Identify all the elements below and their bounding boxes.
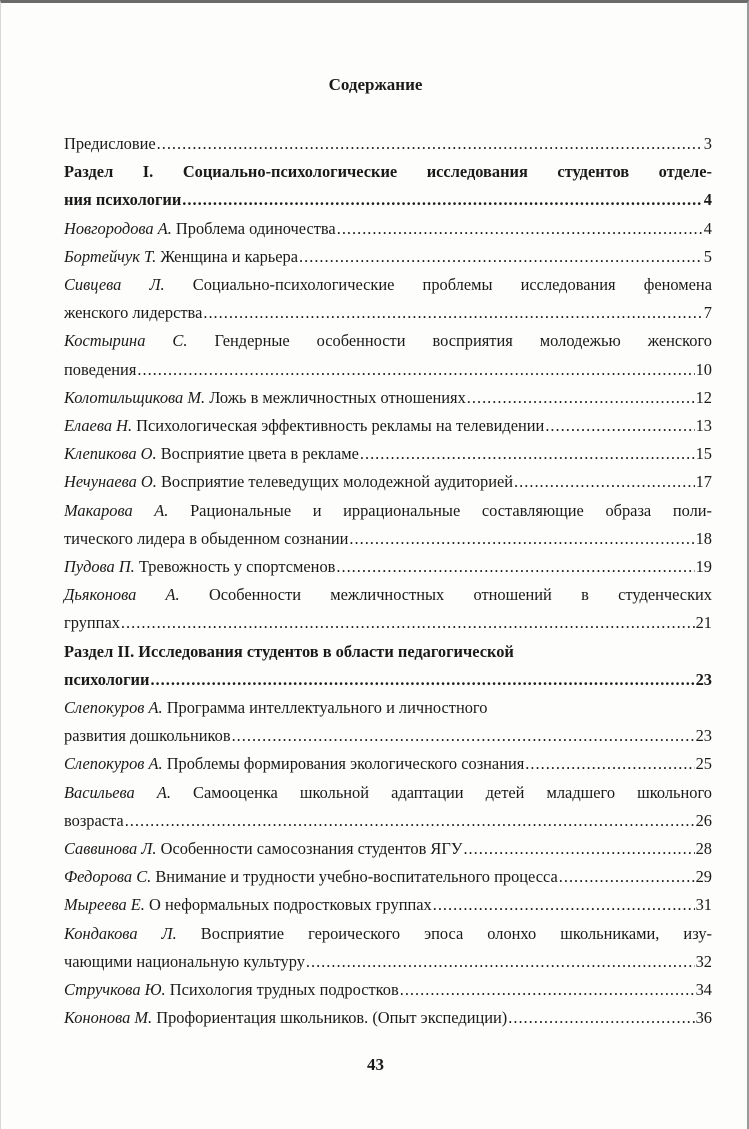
page-number: 43 — [367, 1055, 384, 1074]
toc-page-number: 23 — [695, 726, 712, 746]
toc-entry-author: Саввинова Л. — [64, 839, 157, 859]
toc-page-number: 13 — [695, 416, 712, 436]
toc-page-number: 5 — [703, 246, 712, 266]
toc-entry — [64, 863, 712, 891]
toc-entry-author: Федорова С. — [64, 867, 152, 887]
toc-entry — [64, 130, 712, 158]
toc-entry-author: Пудова П. — [64, 557, 135, 577]
toc-entry-text — [64, 384, 466, 412]
toc-page-number: 26 — [695, 810, 712, 830]
leader-dots — [467, 384, 695, 412]
toc-entry — [64, 1004, 712, 1032]
page-title: Содержание — [328, 75, 423, 94]
toc-entry-title: Восприятие героического эпоса олонхо школьниками, изу- — [200, 923, 712, 943]
toc-page-number: 25 — [695, 754, 712, 774]
toc-entry-title: О неформальных подростковых группах — [149, 895, 432, 915]
toc-entry-text — [64, 750, 524, 778]
toc-line — [64, 722, 712, 750]
toc-line — [64, 130, 712, 158]
toc-line — [64, 553, 712, 581]
toc-entry-title-continued: поведения — [64, 359, 137, 379]
toc-page-number: 12 — [695, 387, 712, 407]
leader-dots — [306, 948, 695, 976]
toc-entry-author: Новгородова А. — [64, 218, 172, 238]
leader-dots — [299, 243, 703, 271]
leader-dots — [514, 468, 695, 496]
leader-dots — [559, 863, 695, 891]
toc-entry — [64, 271, 712, 327]
toc-page-number: 28 — [695, 839, 712, 859]
toc-entry — [64, 694, 712, 750]
toc-entry-first-line — [64, 271, 712, 299]
toc-page-number: 18 — [695, 528, 712, 548]
toc-line — [64, 976, 712, 1004]
leader-dots — [349, 525, 694, 553]
toc-entry-text — [64, 440, 359, 468]
toc-page-number: 4 — [703, 218, 712, 238]
toc-entry-text — [64, 835, 462, 863]
toc-entry-author: Клепикова О. — [64, 444, 157, 464]
toc-entry-title: Профориентация школьников. (Опыт экспедиции) — [156, 1008, 508, 1028]
toc-entry-title: Самооценка школьной адаптации детей младшего школьного — [193, 782, 713, 802]
toc-entry-text — [64, 891, 432, 919]
toc-entry-title: Программа интеллектуального и личностного — [166, 698, 488, 718]
toc-entry-text — [64, 863, 558, 891]
toc-entry — [64, 779, 712, 835]
toc-entry-first-line — [64, 920, 712, 948]
leader-dots — [508, 1004, 694, 1032]
leader-dots — [121, 609, 695, 637]
toc-line — [64, 863, 712, 891]
toc-page-number: 15 — [695, 444, 712, 464]
toc-page-number: 23 — [695, 669, 712, 689]
toc-line — [64, 666, 712, 694]
toc-line — [64, 807, 712, 835]
toc-line — [64, 356, 712, 384]
toc-entry — [64, 384, 712, 412]
toc-entry-text — [64, 215, 336, 243]
toc-entry-title: Социально-психологические проблемы исследования феномена — [192, 275, 712, 295]
toc-entry-text — [64, 412, 544, 440]
leader-dots — [137, 356, 694, 384]
toc-entry — [64, 553, 712, 581]
toc-entry-author: Стручкова Ю. — [64, 980, 166, 1000]
leader-dots — [125, 807, 695, 835]
toc-entry-title-continued: чающими национальную культуру — [64, 951, 305, 971]
toc-line — [64, 186, 712, 214]
toc-entry — [64, 920, 712, 976]
table-of-contents — [64, 130, 712, 1033]
toc-entry-first-line — [64, 497, 712, 525]
toc-line — [64, 412, 712, 440]
toc-entry-title: Ложь в межличностных отношениях — [209, 387, 466, 407]
toc-entry-author: Слепокуров А. — [64, 754, 163, 774]
leader-dots — [433, 891, 695, 919]
leader-dots — [182, 186, 703, 214]
toc-entry-author: Колотильщикова М. — [64, 387, 206, 407]
toc-entry — [64, 750, 712, 778]
toc-entry-first-line — [64, 327, 712, 355]
toc-entry-title: Особенности самосознания студентов ЯГУ — [160, 839, 463, 859]
toc-line — [64, 891, 712, 919]
toc-entry-title: Гендерные особенности восприятия молодежью женского — [214, 331, 712, 351]
toc-entry-first-line — [64, 779, 712, 807]
toc-entry-title: Восприятие телеведущих молодежной аудиторией — [160, 472, 514, 492]
toc-section-heading — [64, 638, 712, 694]
toc-line — [64, 1004, 712, 1032]
toc-entry-title-continued: развития дошкольников — [64, 726, 231, 746]
section-heading-line: психологии — [64, 669, 150, 689]
toc-page-number: 19 — [695, 557, 712, 577]
leader-dots — [337, 215, 703, 243]
toc-entry-title: Психология трудных подростков — [169, 980, 399, 1000]
toc-entry-title: Восприятие цвета в рекламе — [160, 444, 359, 464]
toc-entry-author: Макарова А. — [64, 500, 169, 520]
toc-line — [64, 835, 712, 863]
leader-dots — [150, 666, 694, 694]
toc-entry-title-continued: возраста — [64, 810, 124, 830]
toc-entry-title: Тревожность у спортсменов — [138, 557, 336, 577]
toc-entry-title: Женщина и карьера — [160, 246, 299, 266]
toc-entry-author: Сивцева Л. — [64, 275, 165, 295]
section-heading-line: ния психологии — [64, 190, 182, 210]
toc-entry — [64, 215, 712, 243]
leader-dots — [360, 440, 695, 468]
toc-entry — [64, 243, 712, 271]
toc-entry-author: Мыреева Е. — [64, 895, 145, 915]
toc-entry-author: Бортейчук Т. — [64, 246, 157, 266]
toc-line — [64, 609, 712, 637]
toc-entry-first-line — [64, 694, 712, 722]
leader-dots — [232, 722, 695, 750]
toc-page-number: 29 — [695, 867, 712, 887]
toc-entry-author: Дьяконова А. — [64, 585, 180, 605]
toc-entry — [64, 468, 712, 496]
toc-entry-title-continued: группах — [64, 613, 120, 633]
toc-entry-text — [64, 1004, 507, 1032]
leader-dots — [157, 130, 703, 158]
toc-page-number: 31 — [695, 895, 712, 915]
toc-page-number: 21 — [695, 613, 712, 633]
toc-page-number: 4 — [703, 190, 712, 210]
toc-entry-author: Костырина С. — [64, 331, 188, 351]
toc-entry-title: Предисловие — [64, 134, 156, 153]
leader-dots — [525, 750, 694, 778]
toc-page-number: 34 — [695, 980, 712, 1000]
toc-page-number: 32 — [695, 951, 712, 971]
toc-page-number: 7 — [703, 303, 712, 323]
leader-dots — [203, 299, 702, 327]
toc-entry — [64, 412, 712, 440]
toc-entry-first-line — [64, 581, 712, 609]
toc-entry-title-continued: тического лидера в обыденном сознании — [64, 528, 349, 548]
toc-entry-title: Внимание и трудности учебно-воспитательного процесса — [155, 867, 558, 887]
toc-line — [64, 948, 712, 976]
toc-page-number: 36 — [695, 1008, 712, 1028]
toc-entry-text — [64, 468, 513, 496]
toc-line — [64, 750, 712, 778]
toc-entry-text — [64, 976, 399, 1004]
toc-entry-title: Особенности межличностных отношений в студенческих — [208, 585, 712, 605]
toc-line — [64, 215, 712, 243]
toc-page-number: 10 — [695, 359, 712, 379]
toc-entry — [64, 327, 712, 383]
toc-line — [64, 384, 712, 412]
toc-entry-title: Проблемы формирования экологического сознания — [166, 754, 525, 774]
toc-entry-author: Кондакова Л. — [64, 923, 177, 943]
toc-entry-author: Слепокуров А. — [64, 698, 163, 718]
toc-entry-author: Елаева Н. — [64, 416, 133, 436]
toc-entry-author: Нечунаева О. — [64, 472, 157, 492]
leader-dots — [400, 976, 695, 1004]
toc-page-number: 17 — [695, 472, 712, 492]
toc-entry-author: Васильева А. — [64, 782, 171, 802]
toc-entry — [64, 976, 712, 1004]
toc-section-heading — [64, 158, 712, 214]
toc-entry — [64, 835, 712, 863]
leader-dots — [545, 412, 694, 440]
leader-dots — [463, 835, 694, 863]
toc-entry-title: Проблема одиночества — [175, 218, 336, 238]
toc-line — [64, 243, 712, 271]
toc-line — [64, 525, 712, 553]
toc-line — [64, 299, 712, 327]
toc-entry — [64, 497, 712, 553]
toc-line — [64, 440, 712, 468]
toc-entry-title: Психологическая эффективность рекламы на телевидении — [136, 416, 545, 436]
toc-line — [64, 468, 712, 496]
toc-entry-author: Кононова М. — [64, 1008, 153, 1028]
toc-entry — [64, 891, 712, 919]
toc-entry-title: Рациональные и иррациональные составляющие образа поли- — [190, 500, 712, 520]
toc-page-number: 3 — [703, 134, 712, 153]
toc-entry-text — [64, 553, 335, 581]
section-heading-line: Раздел II. Исследования студентов в области педагогической — [64, 641, 514, 661]
toc-entry — [64, 440, 712, 468]
toc-entry-text — [64, 243, 298, 271]
toc-entry — [64, 581, 712, 637]
leader-dots — [336, 553, 694, 581]
toc-entry-title-continued: женского лидерства — [64, 303, 203, 323]
section-heading-line: Раздел I. Социально-психологические исследования студентов отделе- — [64, 162, 712, 182]
